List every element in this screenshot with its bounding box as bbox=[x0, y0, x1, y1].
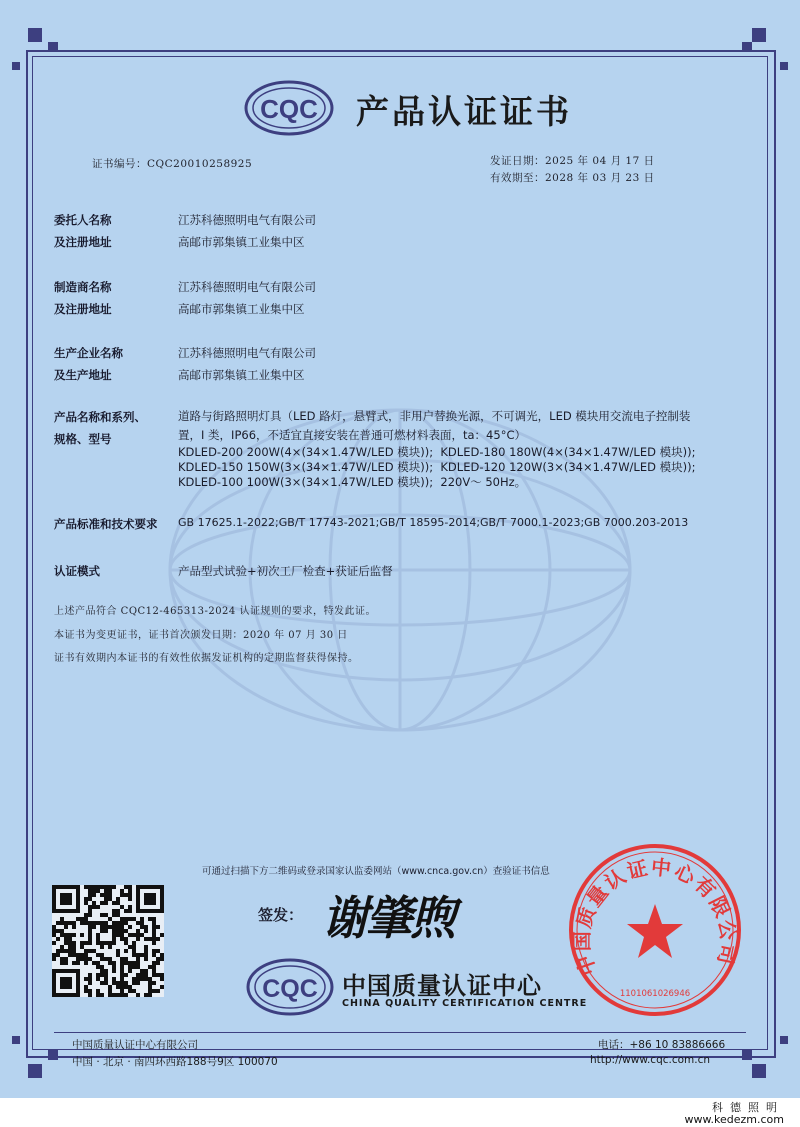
manufacturer-name: 江苏科德照明电气有限公司 bbox=[178, 280, 316, 294]
footer-company: 中国质量认证中心有限公司 bbox=[72, 1039, 198, 1051]
product-line: KDLED-200 200W(4×(34×1.47W/LED 模块)); KDLED-180 180W(4×(34×1.47W/LED 模块)); bbox=[178, 445, 696, 459]
corner-square bbox=[742, 1050, 752, 1060]
standards-value: GB 17625.1-2022;GB/T 17743-2021;GB/T 18595-2014;GB/T 7000.1-2023;GB 7000.203-2013 bbox=[178, 516, 689, 529]
corner-square bbox=[12, 62, 20, 70]
factory-name-label: 生产企业名称 bbox=[54, 346, 123, 360]
qr-code-icon bbox=[52, 885, 164, 997]
manufacturer-address: 高邮市郭集镇工业集中区 bbox=[178, 302, 305, 316]
issue-date: 发证日期：2025 年 04 月 17 日 bbox=[490, 155, 655, 167]
entrust-name-label: 委托人名称 bbox=[54, 213, 112, 227]
manufacturer-name-label: 制造商名称 bbox=[54, 280, 112, 294]
footer-website[interactable]: http://www.cqc.com.cn bbox=[590, 1054, 711, 1066]
org-name-cn: 中国质量认证中心 bbox=[342, 972, 542, 1000]
cert-number: 证书编号：CQC20010258925 bbox=[92, 158, 253, 170]
cqc-logo-icon bbox=[244, 80, 334, 136]
footer-divider bbox=[54, 1032, 746, 1033]
svg-text:CQC: CQC bbox=[262, 975, 318, 1003]
svg-text:1101061026946: 1101061026946 bbox=[619, 989, 691, 999]
product-model-label: 规格、型号 bbox=[54, 432, 112, 446]
footer-phone: 电话：+86 10 83886666 bbox=[598, 1039, 726, 1051]
product-line: KDLED-100 100W(3×(34×1.47W/LED 模块)); 220V～ 50Hz。 bbox=[178, 475, 527, 489]
product-line: 置，I 类，IP66，不适宜直接安装在普通可燃材料表面，ta：45°C） bbox=[178, 428, 526, 442]
corner-square bbox=[48, 1050, 58, 1060]
corner-square bbox=[48, 42, 58, 52]
svg-text:CQC: CQC bbox=[260, 94, 318, 124]
corner-square bbox=[28, 1064, 42, 1078]
standards-label: 产品标准和技术要求 bbox=[54, 517, 158, 531]
product-label: 产品名称和系列、 bbox=[54, 410, 146, 424]
corner-square bbox=[780, 1036, 788, 1044]
corner-square bbox=[28, 28, 42, 42]
corner-square bbox=[780, 62, 788, 70]
expiry-date: 有效期至：2028 年 03 月 23 日 bbox=[490, 172, 655, 184]
svg-text:谢肇煦: 谢肇煦 bbox=[322, 891, 454, 945]
corner-square bbox=[752, 28, 766, 42]
brand-url[interactable]: www.kedezm.com bbox=[684, 1113, 784, 1126]
mode-label: 认证模式 bbox=[54, 564, 100, 578]
note-line: 上述产品符合 CQC12-465313-2024 认证规则的要求，特发此证。 bbox=[54, 606, 376, 617]
product-line: 道路与街路照明灯具（LED 路灯，悬臂式，非用户替换光源，不可调光，LED 模块用交流电子控制装 bbox=[178, 409, 691, 423]
factory-name: 江苏科德照明电气有限公司 bbox=[178, 346, 316, 360]
corner-square bbox=[12, 1036, 20, 1044]
corner-square bbox=[742, 42, 752, 52]
entrust-address-label: 及注册地址 bbox=[54, 235, 112, 249]
mode-value: 产品型式试验+初次工厂检查+获证后监督 bbox=[178, 564, 393, 578]
svg-text:中国质量认证中心有限公司: 中国质量认证中心有限公司 bbox=[569, 854, 741, 979]
factory-address-label: 及生产地址 bbox=[54, 368, 112, 382]
brand-name: 科德照明 bbox=[712, 1101, 784, 1114]
corner-square bbox=[752, 1064, 766, 1078]
verify-text: 可通过扫描下方二维码或登录国家认监委网站（www.cnca.gov.cn）查验证书信息 bbox=[202, 866, 550, 877]
entrust-name: 江苏科德照明电气有限公司 bbox=[178, 213, 316, 227]
cqc-logo-icon bbox=[246, 958, 334, 1016]
signature bbox=[318, 882, 488, 948]
manufacturer-address-label: 及注册地址 bbox=[54, 302, 112, 316]
note-line: 本证书为变更证书，证书首次颁发日期：2020 年 07 月 30 日 bbox=[54, 630, 348, 641]
entrust-address: 高邮市郭集镇工业集中区 bbox=[178, 235, 305, 249]
signature-label: 签发： bbox=[258, 906, 304, 924]
org-name-en: CHINA QUALITY CERTIFICATION CENTRE bbox=[342, 998, 588, 1009]
page-title: 产品认证证书 bbox=[356, 92, 572, 131]
factory-address: 高邮市郭集镇工业集中区 bbox=[178, 368, 305, 382]
footer-address: 中国 · 北京 · 南四环西路188号9区 100070 bbox=[72, 1056, 278, 1068]
note-line: 证书有效期内本证书的有效性依据发证机构的定期监督获得保持。 bbox=[54, 653, 359, 664]
official-seal bbox=[565, 840, 745, 1020]
product-line: KDLED-150 150W(3×(34×1.47W/LED 模块)); KDLED-120 120W(3×(34×1.47W/LED 模块)); bbox=[178, 460, 696, 474]
